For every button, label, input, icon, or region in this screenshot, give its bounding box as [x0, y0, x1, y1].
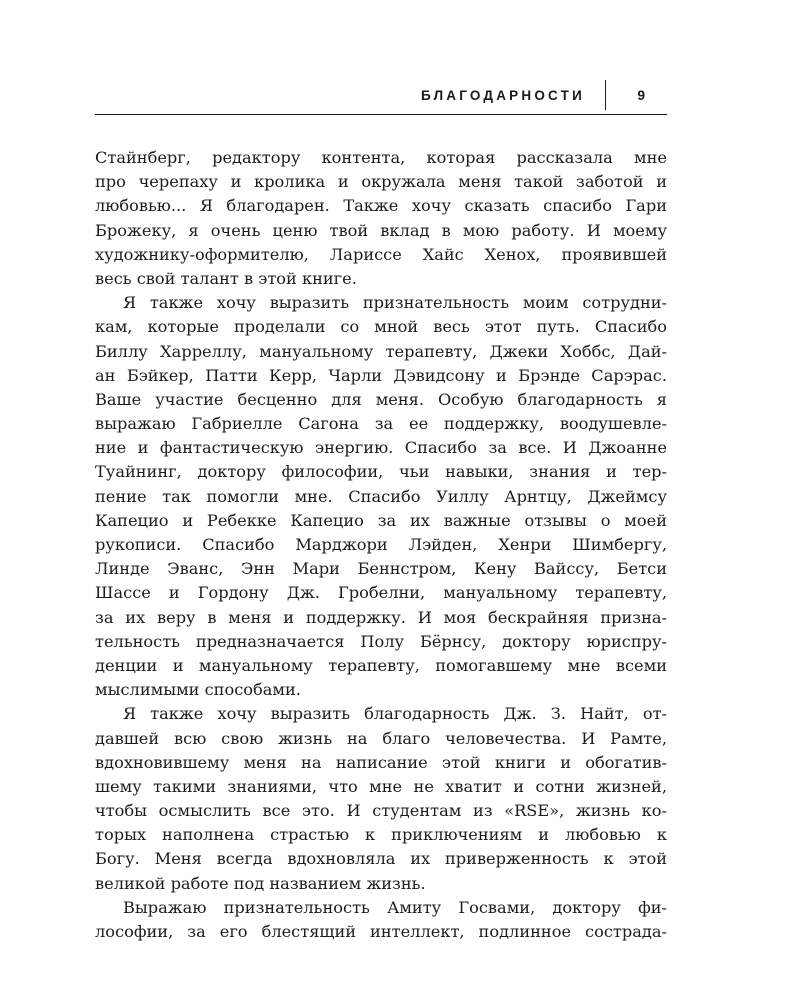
text-line: весь свой талант в этой книге. [95, 268, 357, 288]
text-line: Я также хочу выразить благодарность Дж. З. Найт, от- [123, 704, 667, 724]
text-line: выражаю Габриелле Сагона за ее поддержку, воодушевле- [95, 414, 667, 434]
text-line: за их веру в меня и поддержку. И моя бескрайняя призна- [95, 607, 667, 627]
page-number: 9 [637, 88, 645, 103]
text-line: шему такими знаниями, что мне не хватит и сотни жизней, [95, 776, 667, 796]
paragraph [95, 702, 667, 896]
text-line: Капецио и Ребекке Капецио за их важные отзывы о моей [95, 510, 667, 530]
text-line: Я также хочу выразить признательность моим сотрудни- [123, 293, 667, 313]
text-line: чтобы осмыслить все это. И студентам из «RSE», жизнь ко- [95, 801, 667, 821]
text-line: Биллу Харреллу, мануальному терапевту, Джеки Хоббс, Дай- [95, 341, 667, 361]
text-line: Богу. Меня всегда вдохновляла их приверженность к этой [95, 849, 667, 869]
text-line: торых наполнена страстью к приключениям и любовью к [95, 825, 667, 845]
paragraph [95, 896, 667, 944]
text-line: давшей всю свою жизнь на благо человечества. И Рамте, [95, 728, 667, 748]
header-divider [605, 80, 606, 110]
text-line: великой работе под названием жизнь. [95, 873, 426, 893]
text-line: рукописи. Спасибо Марджори Лэйден, Хенри Шимбергу, [95, 535, 667, 554]
text-line: лософии, за его блестящий интеллект, подлинное сострада- [95, 922, 667, 941]
body-text [95, 146, 667, 944]
text-line: тельность предназначается Полу Бёрнсу, доктору юриспру- [95, 631, 667, 651]
text-line: денции и мануальному терапевту, помогавшему мне всеми [95, 655, 667, 675]
text-line: кам, которые проделали со мной весь этот путь. Спасибо [95, 317, 667, 337]
text-line: Ваше участие бесценно для меня. Особую благодарность я [95, 389, 667, 409]
text-line: Брожеку, я очень ценю твой вклад в мою работу. И моему [95, 220, 667, 240]
text-line: Линде Эванс, Энн Мари Беннстром, Кену Вайссу, Бетси [95, 559, 667, 579]
text-line: вдохновившему меня на написание этой книги и обогатив- [95, 752, 667, 772]
text-line: ан Бэйкер, Патти Керр, Чарли Дэвидсону и Брэнде Сарэрас. [95, 365, 667, 385]
text-line: мыслимыми способами. [95, 680, 301, 700]
text-line: ние и фантастическую энергию. Спасибо за все. И Джоанне [95, 438, 667, 458]
text-line: Выражаю признательность Амиту Госвами, доктору фи- [123, 897, 667, 917]
paragraph [95, 291, 667, 702]
text-line: пение так помогли мне. Спасибо Уиллу Арнтцу, Джеймсу [95, 486, 667, 506]
paragraph [95, 146, 667, 291]
text-line: любовью... Я благодарен. Также хочу сказать спасибо Гари [95, 196, 667, 216]
text-line: Туайнинг, доктору философии, чьи навыки, знания и тер- [95, 462, 667, 482]
text-line: про черепаху и кролика и окружала меня такой заботой и [95, 172, 667, 192]
text-line: Шассе и Гордону Дж. Гробелни, мануальному терапевту, [95, 583, 667, 603]
text-line: Стайнберг, редактору контента, которая рассказала мне [95, 148, 667, 167]
running-title: БЛАГОДАРНОСТИ [421, 88, 585, 103]
running-header [95, 78, 667, 115]
text-line: художнику-оформителю, Лариссе Хайс Хенох, проявившей [95, 244, 667, 264]
